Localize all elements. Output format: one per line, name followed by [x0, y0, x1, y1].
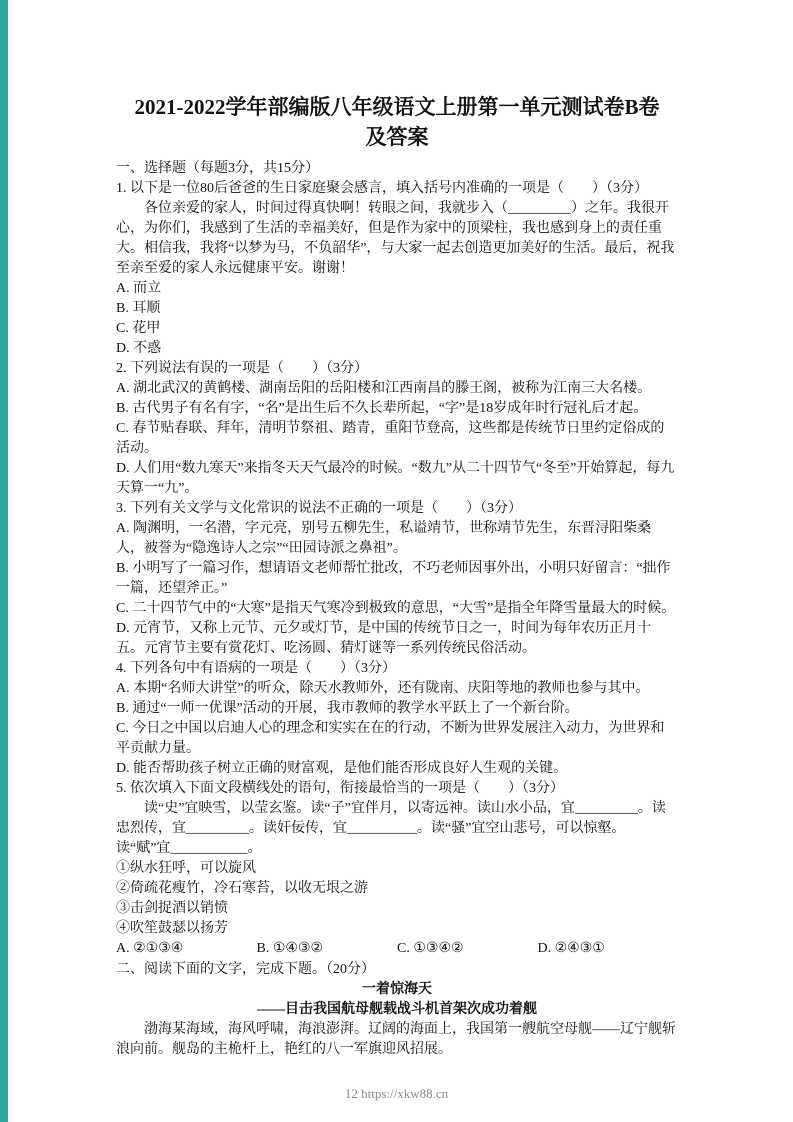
question-5-stem: 5. 依次填入下面文段横线处的语句，衔接最恰当的一项是（ ）（3分） — [116, 781, 564, 797]
reading-passage: 渤海某海域，海风呼啸，海浪澎湃。辽阔的海面上，我国第一艘航空母舰——辽宁舰斩浪向前。舰岛的主桅杆上，艳红的八一军旗迎风招展。 — [116, 1021, 676, 1057]
question-5-item-2: ②倚疏花瘦竹，冷石寒苔，以收无垠之游 — [116, 881, 368, 897]
answer-option: B. ①④③② — [256, 941, 324, 957]
left-strip — [0, 0, 8, 1122]
document-title-line-1: 2021-2022学年部编版八年级语文上册第一单元测试卷B卷 — [134, 95, 660, 119]
question-3-option-d: D. 元宵节，又称上元节、元夕或灯节，是中国的传统节日之一，时间为每年农历正月十五。元宵节主要有赏花灯、吃汤圆、猜灯谜等一系列传统民俗活动。 — [116, 621, 652, 657]
reading-title: 一着惊海天 — [362, 981, 432, 997]
question-1-stem: 1. 以下是一位80后爸爸的生日家庭聚会感言，填入括号内准确的一项是（ ）（3分） — [116, 180, 648, 196]
question-1-option-d: D. 不惑 — [116, 341, 162, 357]
question-4-option-d: D. 能否帮助孩子树立正确的财富观，是他们能否形成良好人生观的关键。 — [116, 761, 568, 777]
question-1-passage: 各位亲爱的家人，时间过得真快啊！转眼之间，我就步入（_________）之年。我很开心，为你们，我感到了生活的幸福美好，但是作为家中的顶梁柱，我也感到身上的责任重大。相信我，我将“以梦为马，不负韶华”，与大家一起去创造更加美好的生活。最后，祝我至亲至爱的家人永远健康平安。谢谢！ — [116, 200, 675, 276]
question-1-option-c: C. 花甲 — [116, 321, 161, 336]
question-2-option-b: B. 古代男子有名有字，“名”是出生后不久长辈所起，“字”是18岁成年时行冠礼后才起。 — [116, 401, 648, 417]
section-2-header: 二、阅读下面的文字，完成下题。（20分） — [116, 961, 375, 977]
question-1-option-a: A. 而立 — [116, 280, 162, 296]
question-2-option-a: A. 湖北武汉的黄鹤楼、湖南岳阳的岳阳楼和江西南昌的滕王阁，被称为江南三大名楼。 — [116, 381, 652, 397]
question-1-option-b: B. 耳顺 — [116, 300, 161, 316]
question-5-item-3: ③击剑捉酒以销愤 — [116, 901, 228, 917]
reading-subtitle: ——目击我国航母舰载战斗机首架次成功着舰 — [257, 1001, 537, 1017]
document-title — [116, 92, 678, 153]
answer-option: C. ①③④② — [397, 941, 464, 957]
question-4-option-c: C. 今日之中国以启迪人心的理念和实实在在的行动，不断为世界发展注入动力，为世界和平贡献力量。 — [116, 721, 665, 757]
question-2-option-d: D. 人们用“数九寒天”来指冬天天气最冷的时候。“数九”从二十四节气“冬至”开始算起，每九天算一“九”。 — [116, 461, 675, 497]
answer-option: D. ②④③① — [537, 941, 605, 957]
question-5-answer-options — [116, 939, 678, 959]
section-1-header: 一、选择题（每题3分，共15分） — [116, 160, 319, 176]
question-5-item-4: ④吹笙鼓瑟以扬芳 — [116, 921, 228, 937]
question-3-option-a: A. 陶渊明，一名潜，字元亮，别号五柳先生，私谥靖节，世称靖节先生，东晋浔阳柴桑人，被誉为“隐逸诗人之宗”“田园诗派之鼻祖”。 — [116, 521, 652, 557]
page-footer: 12 https://xkw88.cn — [344, 1086, 449, 1101]
document-body — [116, 159, 678, 1060]
question-5-passage: 读“史”宜映雪，以莹玄鉴。读“子”宜伴月，以寄远神。读山水小品，宜_________。读忠烈传，宜_________。读奸佞传，宜__________。读“骚”宜空山悲号，可以惊壑。读“赋”宜___________。 — [116, 801, 666, 857]
document-title-line-2: 及答案 — [365, 125, 429, 150]
question-3-stem: 3. 下列有关文学与文化常识的说法不正确的一项是（ ）（3分） — [116, 501, 522, 517]
question-2-option-c: C. 春节贴春联、拜年，清明节祭祖、踏青，重阳节登高，这些都是传统节日里约定俗成的活动。 — [116, 421, 665, 457]
question-3-option-c: C. 二十四节气中的“大寒”是指天气寒冷到极致的意思，“大雪”是指全年降雪量最大的时候。 — [116, 601, 676, 617]
question-5-item-1: ①纵水狂呼，可以旋风 — [116, 861, 256, 877]
answer-option: A. ②①③④ — [116, 941, 184, 957]
question-4-option-a: A. 本期“名师大讲堂”的听众，除天水教师外，还有陇南、庆阳等地的教师也参与其中。 — [116, 681, 650, 697]
document-page — [116, 0, 678, 1060]
question-4-stem: 4. 下列各句中有语病的一项是（ ）（3分） — [116, 661, 396, 677]
question-2-stem: 2. 下列说法有误的一项是（ ）（3分） — [116, 361, 368, 377]
question-4-option-b: B. 通过“一师一优课”活动的开展，我市教师的教学水平跃上了一个新台阶。 — [116, 701, 579, 717]
question-3-option-b: B. 小明写了一篇习作，想请语文老师帮忙批改，不巧老师因事外出，小明只好留言：“拙作一篇，还望斧正。” — [116, 561, 671, 597]
